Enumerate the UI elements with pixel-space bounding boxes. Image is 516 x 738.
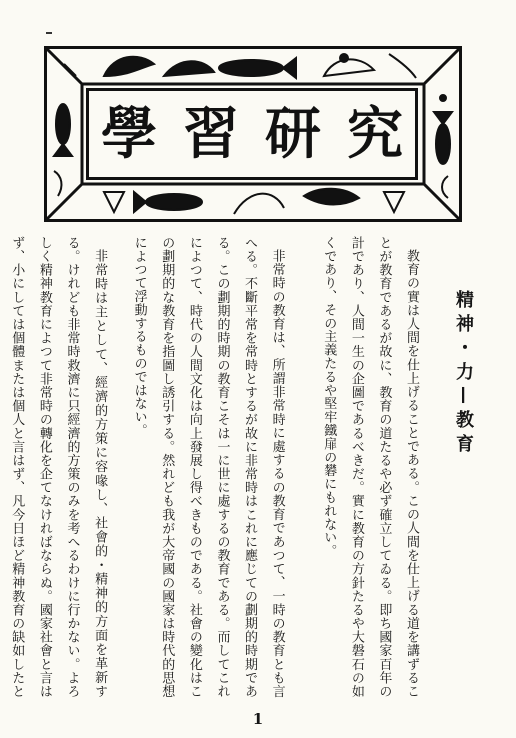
paragraph: 非常時は主として、經濟的方策に容喙し、社會的・精神的方面を革新する。けれども非常時救濟に只經濟的方策のみを考へるわけに行かない。よろしく精神教育によつて非常時の轉化を企てなければならぬ。國家社會と言はず、小にしては個體または個人と言はず、凡今日ほど精神教育の缺如したと bbox=[9, 236, 108, 698]
title-banner bbox=[44, 46, 462, 222]
magazine-title: 學習研究 bbox=[101, 101, 429, 167]
page-number: 1 bbox=[252, 710, 264, 728]
title-box bbox=[86, 88, 429, 180]
ink-speck bbox=[46, 32, 52, 34]
article-heading: 精神・力—教育 bbox=[453, 290, 474, 458]
paragraph: 非常時の教育は、所謂非常時に處するの教育であつて、一時の教育とも言へる。不斷平常を常時とするが故に非常時はこれに應じての劃期的時期である。この劃期的時期の教育こそは一に世に處するの教育である。而してこれによつて、時代の人間文化は向上發展し得べきものである。社會の變化はこの劃期的な教育を指圖し誘引する。然れども我が大帝國の國家は時代的思想によつて浮動するものではない。 bbox=[131, 236, 285, 698]
paragraph: 教育の實は人間を仕上げることである。この人間を仕上げる道を講ずることが教育であるが故に、教育の道たるや必ず確立してゐる。即ち國家百年の計であり、人間一生の企圖であるべきだ。實に教育の方針たるや大磐石の如くであり、その主義たるや堅牢鐵扉の礬にもれない。 bbox=[321, 236, 419, 698]
article-body bbox=[9, 236, 480, 698]
